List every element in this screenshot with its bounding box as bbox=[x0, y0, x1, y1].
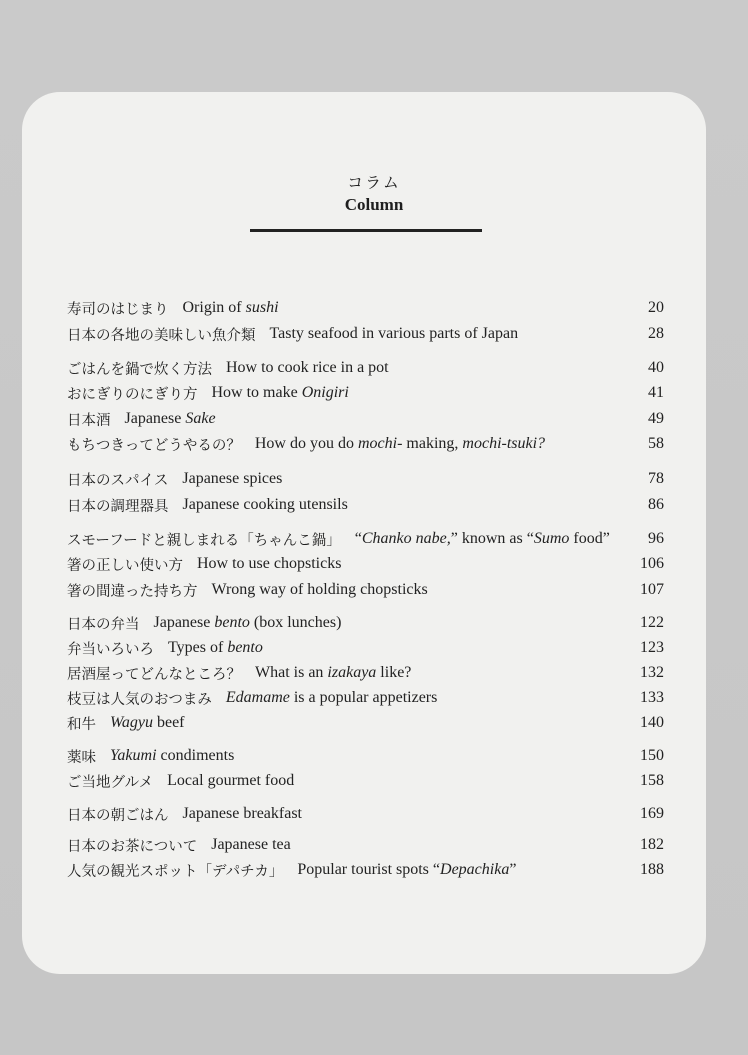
entry-text-segment: Japanese breakfast bbox=[182, 805, 302, 822]
column-entry bbox=[67, 744, 664, 768]
column-entry bbox=[67, 407, 664, 431]
entry-title-english bbox=[212, 384, 349, 402]
entry-page-number: 107 bbox=[640, 581, 664, 598]
entry-title-japanese: 人気の観光スポット「デパチカ」 bbox=[67, 863, 284, 880]
entry-page-number: 169 bbox=[640, 805, 664, 822]
entry-text-segment: Origin of bbox=[182, 299, 246, 316]
entry-page-number: 122 bbox=[640, 614, 664, 631]
entry-text-segment: Popular tourist spots “ bbox=[297, 861, 441, 878]
entry-italic-term: Sumo bbox=[533, 530, 570, 547]
column-entry bbox=[67, 802, 664, 826]
entry-page-number: 40 bbox=[648, 359, 664, 376]
entry-page-number: 86 bbox=[648, 496, 664, 513]
entry-title-japanese: 弁当いろいろ bbox=[67, 641, 154, 658]
heading-english: Column bbox=[344, 195, 404, 214]
entry-page-number: 150 bbox=[640, 747, 664, 764]
entry-title-english bbox=[255, 435, 545, 453]
entry-text-segment: Japanese bbox=[153, 614, 215, 631]
heading-divider bbox=[250, 229, 482, 232]
entry-italic-term: mochi- bbox=[357, 435, 403, 452]
entry-title-english bbox=[168, 639, 263, 657]
entry-title-japanese: もちつきってどうやるの？ bbox=[67, 437, 241, 454]
entry-italic-term: Onigiri bbox=[301, 384, 349, 401]
entry-italic-term: izakaya bbox=[327, 664, 377, 681]
entry-title-japanese: 箸の間違った持ち方 bbox=[67, 583, 198, 600]
column-entry bbox=[67, 467, 664, 491]
column-entry bbox=[67, 432, 664, 456]
entry-page-number: 123 bbox=[640, 639, 664, 656]
entry-title-english bbox=[183, 496, 348, 514]
entry-title-japanese: 日本の調理器具 bbox=[67, 498, 169, 515]
entry-text-segment: is a popular appetizers bbox=[289, 689, 438, 706]
entry-title-english bbox=[110, 714, 185, 732]
entry-title-english bbox=[226, 359, 389, 377]
entry-text-segment: ” known as “ bbox=[450, 530, 534, 547]
entry-page-number: 158 bbox=[640, 772, 664, 789]
entry-title-english bbox=[110, 747, 234, 765]
entry-title-english bbox=[183, 299, 279, 317]
column-entry bbox=[67, 356, 664, 380]
entry-text-segment: making, bbox=[402, 435, 463, 452]
entry-title-english bbox=[270, 325, 519, 343]
entry-page-number: 182 bbox=[640, 836, 664, 853]
entry-title-english bbox=[297, 861, 516, 879]
column-entry bbox=[67, 611, 664, 635]
entry-page-number: 132 bbox=[640, 664, 664, 681]
entry-text-segment: Japanese spices bbox=[182, 470, 283, 487]
column-entry bbox=[67, 578, 664, 602]
entry-page-number: 41 bbox=[648, 384, 664, 401]
column-entry bbox=[67, 322, 664, 346]
entry-text-segment: Local gourmet food bbox=[167, 772, 295, 789]
entry-title-english bbox=[125, 410, 216, 428]
entry-italic-term: sushi bbox=[245, 299, 279, 316]
entry-text-segment: Wrong way of holding chopsticks bbox=[211, 581, 428, 598]
entry-text-segment: like? bbox=[376, 664, 412, 681]
entry-page-number: 96 bbox=[648, 530, 664, 547]
entry-text-segment: Japanese tea bbox=[211, 836, 291, 853]
entry-text-segment: How to make bbox=[211, 384, 302, 401]
entry-title-japanese: スモーフードと親しまれる「ちゃんこ鍋」 bbox=[67, 532, 341, 549]
entry-title-japanese: ご当地グルメ bbox=[67, 774, 154, 791]
entry-title-english bbox=[154, 614, 342, 632]
entry-title-japanese: 箸の正しい使い方 bbox=[67, 557, 183, 574]
entry-text-segment: How to cook rice in a pot bbox=[226, 359, 389, 376]
entry-text-segment: beef bbox=[152, 714, 185, 731]
entry-text-segment: Japanese bbox=[124, 410, 186, 427]
column-entry bbox=[67, 493, 664, 517]
column-entry bbox=[67, 527, 664, 551]
entry-page-number: 106 bbox=[640, 555, 664, 572]
entry-title-japanese: 日本の各地の美味しい魚介類 bbox=[67, 327, 256, 344]
entry-title-japanese: 寿司のはじまり bbox=[67, 301, 169, 318]
column-entry bbox=[67, 769, 664, 793]
column-entry bbox=[67, 686, 664, 710]
entry-page-number: 133 bbox=[640, 689, 664, 706]
entry-title-japanese: 日本酒 bbox=[67, 412, 111, 429]
entry-title-english bbox=[167, 772, 294, 790]
entry-title-japanese: 枝豆は人気のおつまみ bbox=[67, 691, 212, 708]
entry-page-number: 49 bbox=[648, 410, 664, 427]
column-entry bbox=[67, 552, 664, 576]
entry-page-number: 28 bbox=[648, 325, 664, 342]
entry-text-segment: Japanese cooking utensils bbox=[182, 496, 348, 513]
entry-title-japanese: 居酒屋ってどんなところ？ bbox=[67, 666, 241, 683]
entry-italic-term: mochi-tsuki? bbox=[462, 435, 546, 452]
entry-italic-term: Chanko nabe, bbox=[361, 530, 451, 547]
entry-text-segment: (box lunches) bbox=[249, 614, 342, 631]
entry-italic-term: Sake bbox=[185, 410, 216, 427]
entry-title-japanese: 日本のお茶について bbox=[67, 838, 198, 855]
column-entry bbox=[67, 858, 664, 882]
entry-page-number: 188 bbox=[640, 861, 664, 878]
entry-title-english bbox=[182, 470, 282, 488]
entry-italic-term: Yakumi bbox=[110, 747, 157, 764]
entry-page-number: 78 bbox=[648, 470, 664, 487]
entry-text-segment: What is an bbox=[255, 664, 328, 681]
entry-text-segment: food” bbox=[569, 530, 610, 547]
entry-page-number: 58 bbox=[648, 435, 664, 452]
entry-title-english bbox=[355, 530, 610, 548]
entry-title-japanese: 日本のスパイス bbox=[67, 472, 169, 489]
entry-title-english bbox=[255, 664, 411, 682]
entry-text-segment: condiments bbox=[156, 747, 235, 764]
entry-title-japanese: 和牛 bbox=[67, 716, 96, 733]
entry-italic-term: bento bbox=[227, 639, 263, 656]
entry-italic-term: Wagyu bbox=[110, 714, 153, 731]
entry-text-segment: How to use chopsticks bbox=[197, 555, 342, 572]
entry-title-japanese: 日本の朝ごはん bbox=[67, 807, 169, 824]
column-entry bbox=[67, 661, 664, 685]
entry-text-segment: How do you do bbox=[254, 435, 358, 452]
entry-title-english bbox=[226, 689, 437, 707]
column-entry bbox=[67, 833, 664, 857]
entry-page-number: 20 bbox=[648, 299, 664, 316]
entry-text-segment: ” bbox=[509, 861, 517, 878]
entry-title-japanese: 日本の弁当 bbox=[67, 616, 140, 633]
entry-title-english bbox=[211, 836, 291, 854]
entry-text-segment: Types of bbox=[168, 639, 228, 656]
entry-italic-term: bento bbox=[214, 614, 250, 631]
entry-title-english bbox=[197, 555, 341, 573]
entry-title-english bbox=[212, 581, 428, 599]
heading-japanese: コラム bbox=[347, 173, 401, 192]
entry-title-japanese: おにぎりのにぎり方 bbox=[67, 386, 198, 403]
entry-italic-term: Edamame bbox=[225, 689, 290, 706]
column-entry bbox=[67, 381, 664, 405]
entry-title-japanese: 薬味 bbox=[67, 749, 96, 766]
entry-text-segment: Tasty seafood in various parts of Japan bbox=[269, 325, 519, 342]
column-entry bbox=[67, 711, 664, 735]
entry-text-segment: “ bbox=[354, 530, 362, 547]
entry-page-number: 140 bbox=[640, 714, 664, 731]
entry-title-english bbox=[183, 805, 303, 823]
entry-italic-term: Depachika bbox=[440, 861, 510, 878]
column-entry bbox=[67, 636, 664, 660]
column-entry bbox=[67, 296, 664, 320]
entry-title-japanese: ごはんを鍋で炊く方法 bbox=[67, 361, 212, 378]
